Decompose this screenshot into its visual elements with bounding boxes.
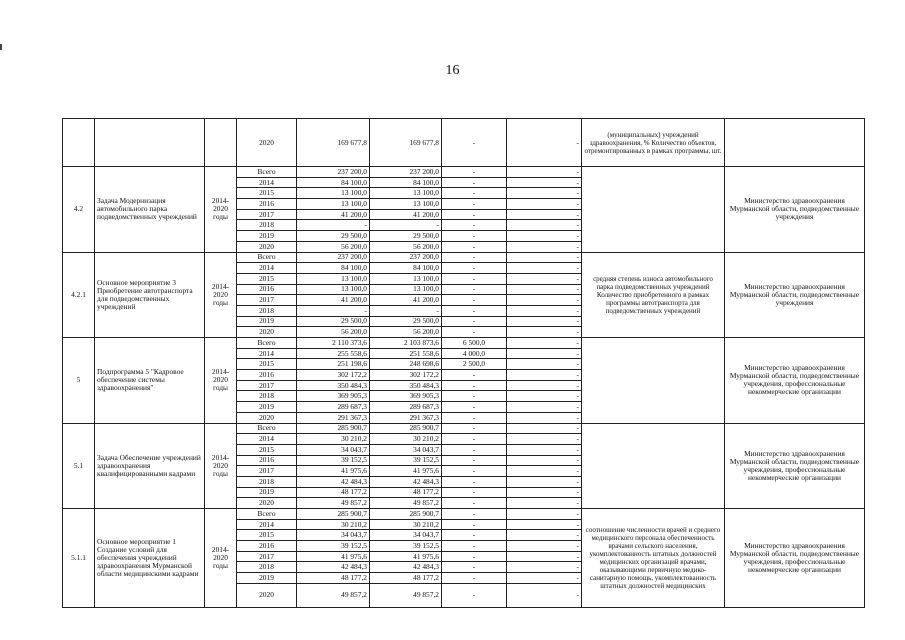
- total-cell: 39 152,5: [297, 455, 370, 466]
- regional-cell: 41 975,6: [370, 551, 442, 562]
- total-cell: 42 484,3: [297, 476, 370, 487]
- name-cell: [95, 119, 205, 167]
- regional-cell: 48 177,2: [370, 487, 442, 498]
- total-cell: 291 367,3: [297, 412, 370, 423]
- regional-cell: 34 043,7: [370, 444, 442, 455]
- regional-cell: 291 367,3: [370, 412, 442, 423]
- period-cell: [205, 119, 237, 167]
- other-cell: -: [507, 476, 582, 487]
- total-cell: 41 975,6: [297, 466, 370, 477]
- name-cell: Подпрограмма 5 "Кадровое обеспечение системы здравоохранения": [95, 338, 205, 424]
- other-cell: -: [507, 498, 582, 509]
- regional-cell: 302 172,2: [370, 370, 442, 381]
- total-cell: 29 500,0: [297, 231, 370, 242]
- total-cell: 42 484,3: [297, 562, 370, 573]
- other-cell: -: [507, 530, 582, 541]
- year-cell: 2020: [237, 241, 297, 252]
- other-cell: -: [507, 487, 582, 498]
- regional-cell: 30 210,2: [370, 434, 442, 445]
- period-cell: 2014-2020 годы: [205, 423, 237, 509]
- period-cell: 2014-2020 годы: [205, 338, 237, 424]
- year-cell: 2017: [237, 466, 297, 477]
- regional-cell: -: [370, 305, 442, 316]
- year-cell: 2015: [237, 359, 297, 370]
- regional-cell: 41 975,6: [370, 466, 442, 477]
- other-cell: -: [507, 209, 582, 220]
- other-cell: -: [507, 423, 582, 434]
- table-row: [63, 119, 865, 167]
- federal-cell: -: [442, 327, 507, 338]
- year-cell: 2015: [237, 444, 297, 455]
- other-cell: -: [507, 412, 582, 423]
- federal-cell: -: [442, 252, 507, 263]
- number-cell: 4.2.1: [63, 252, 95, 338]
- other-cell: -: [507, 273, 582, 284]
- federal-cell: -: [442, 519, 507, 530]
- federal-cell: -: [442, 273, 507, 284]
- total-cell: 251 198,6: [297, 359, 370, 370]
- regional-cell: 42 484,3: [370, 562, 442, 573]
- regional-cell: 39 152,5: [370, 455, 442, 466]
- number-cell: 5: [63, 338, 95, 424]
- table-row: [63, 167, 865, 178]
- federal-cell: 4 000,0: [442, 348, 507, 359]
- other-cell: -: [507, 434, 582, 445]
- other-cell: -: [507, 455, 582, 466]
- regional-cell: 13 100,0: [370, 284, 442, 295]
- federal-cell: -: [442, 209, 507, 220]
- other-cell: -: [507, 359, 582, 370]
- total-cell: -: [297, 220, 370, 231]
- year-cell: 2019: [237, 402, 297, 413]
- regional-cell: 2 103 873,6: [370, 338, 442, 349]
- regional-cell: 289 687,3: [370, 402, 442, 413]
- total-cell: 48 177,2: [297, 573, 370, 584]
- total-cell: 2 110 373,6: [297, 338, 370, 349]
- total-cell: 285 900,7: [297, 423, 370, 434]
- total-cell: 30 210,2: [297, 519, 370, 530]
- year-cell: 2016: [237, 541, 297, 552]
- year-cell: 2018: [237, 305, 297, 316]
- federal-cell: -: [442, 423, 507, 434]
- other-cell: -: [507, 177, 582, 188]
- year-cell: 2018: [237, 220, 297, 231]
- executor-cell: Министерство здравоохранения Мурманской области, подведомственные учреждения, профессиональные некоммерческие организации: [725, 423, 865, 509]
- name-cell: Основное мероприятие 1 Создание условий для обеспечения учреждений здравоохранения Мурманской области медицинскими кадрами: [95, 509, 205, 608]
- federal-cell: -: [442, 284, 507, 295]
- federal-cell: -: [442, 466, 507, 477]
- indicator-cell: [582, 423, 725, 509]
- other-cell: -: [507, 380, 582, 391]
- indicator-cell: соотношение численности врачей и среднего медицинского персонала обеспеченность врачами сельского населения, укомплектованность штатных должностей медицинских организаций врачами, оказывающими первичную медико-санитарную помощь, укомплектованность штатных должностей медицинских: [582, 509, 725, 608]
- executor-cell: Министерство здравоохранения Мурманской области, подведомственные учреждения, профессиональные некоммерческие организации: [725, 509, 865, 608]
- federal-cell: 2 500,0: [442, 359, 507, 370]
- year-cell: Всего: [237, 423, 297, 434]
- year-cell: 2014: [237, 177, 297, 188]
- total-cell: 13 100,0: [297, 284, 370, 295]
- name-cell: Основное мероприятие 3 Приобретение автотранспорта для подведомственных учреждений: [95, 252, 205, 338]
- total-cell: 56 200,0: [297, 327, 370, 338]
- total-cell: 13 100,0: [297, 188, 370, 199]
- executor-cell: Министерство здравоохранения Мурманской области, подведомственные учреждения: [725, 252, 865, 338]
- indicator-cell: (муниципальных) учреждений здравоохранения, % Количество объектов, отремонтированных в рамках программы, шт.: [582, 119, 725, 167]
- total-cell: 237 200,0: [297, 167, 370, 178]
- indicator-cell: [582, 338, 725, 424]
- other-cell: -: [507, 167, 582, 178]
- other-cell: -: [507, 295, 582, 306]
- federal-cell: -: [442, 551, 507, 562]
- other-cell: -: [507, 252, 582, 263]
- regional-cell: 56 200,0: [370, 241, 442, 252]
- other-cell: -: [507, 316, 582, 327]
- other-cell: -: [507, 583, 582, 607]
- program-table: [62, 118, 865, 608]
- regional-cell: 41 200,0: [370, 209, 442, 220]
- year-cell: 2020: [237, 412, 297, 423]
- year-cell: 2019: [237, 573, 297, 584]
- regional-cell: 49 857,2: [370, 583, 442, 607]
- total-cell: 84 100,0: [297, 263, 370, 274]
- federal-cell: -: [442, 316, 507, 327]
- table-row: [63, 423, 865, 434]
- total-cell: 237 200,0: [297, 252, 370, 263]
- year-cell: 2018: [237, 562, 297, 573]
- other-cell: -: [507, 231, 582, 242]
- regional-cell: 248 698,6: [370, 359, 442, 370]
- total-cell: 302 172,2: [297, 370, 370, 381]
- total-cell: 84 100,0: [297, 177, 370, 188]
- federal-cell: -: [442, 167, 507, 178]
- regional-cell: 84 100,0: [370, 177, 442, 188]
- other-cell: -: [507, 348, 582, 359]
- other-cell: -: [507, 241, 582, 252]
- year-cell: Всего: [237, 252, 297, 263]
- table-row: [63, 252, 865, 263]
- total-cell: 41 975,6: [297, 551, 370, 562]
- regional-cell: 29 500,0: [370, 231, 442, 242]
- federal-cell: -: [442, 541, 507, 552]
- federal-cell: -: [442, 412, 507, 423]
- year-cell: 2018: [237, 476, 297, 487]
- other-cell: -: [507, 327, 582, 338]
- year-cell: 2014: [237, 434, 297, 445]
- federal-cell: -: [442, 583, 507, 607]
- name-cell: Задача Модернизация автомобильного парка подведомственных учреждений: [95, 167, 205, 253]
- total-cell: 41 200,0: [297, 295, 370, 306]
- other-cell: -: [507, 188, 582, 199]
- total-cell: 41 200,0: [297, 209, 370, 220]
- regional-cell: 29 500,0: [370, 316, 442, 327]
- regional-cell: 42 484,3: [370, 476, 442, 487]
- federal-cell: -: [442, 199, 507, 210]
- regional-cell: 237 200,0: [370, 167, 442, 178]
- regional-cell: 285 900,7: [370, 509, 442, 520]
- total-cell: 29 500,0: [297, 316, 370, 327]
- federal-cell: -: [442, 434, 507, 445]
- year-cell: 2020: [237, 583, 297, 607]
- other-cell: -: [507, 284, 582, 295]
- regional-cell: 13 100,0: [370, 273, 442, 284]
- year-cell: 2017: [237, 380, 297, 391]
- other-cell: -: [507, 509, 582, 520]
- other-cell: -: [507, 263, 582, 274]
- federal-cell: -: [442, 188, 507, 199]
- federal-cell: -: [442, 562, 507, 573]
- total-cell: 289 687,3: [297, 402, 370, 413]
- other-cell: -: [507, 562, 582, 573]
- table-row: [63, 338, 865, 349]
- number-cell: 5.1: [63, 423, 95, 509]
- other-cell: -: [507, 519, 582, 530]
- total-cell: 369 905,3: [297, 391, 370, 402]
- regional-cell: 13 100,0: [370, 199, 442, 210]
- period-cell: 2014-2020 годы: [205, 509, 237, 608]
- other-cell: -: [507, 391, 582, 402]
- federal-cell: -: [442, 509, 507, 520]
- executor-cell: Министерство здравоохранения Мурманской области, подведомственные учреждения: [725, 167, 865, 253]
- total-cell: 285 900,7: [297, 509, 370, 520]
- regional-cell: 84 100,0: [370, 263, 442, 274]
- other-cell: -: [507, 551, 582, 562]
- total-cell: 169 677,8: [297, 119, 370, 167]
- year-cell: 2015: [237, 530, 297, 541]
- year-cell: 2020: [237, 498, 297, 509]
- federal-cell: -: [442, 402, 507, 413]
- number-cell: 4.2: [63, 167, 95, 253]
- indicator-cell: [582, 167, 725, 253]
- number-cell: [63, 119, 95, 167]
- federal-cell: -: [442, 380, 507, 391]
- regional-cell: 30 210,2: [370, 519, 442, 530]
- other-cell: -: [507, 466, 582, 477]
- year-cell: 2014: [237, 519, 297, 530]
- federal-cell: -: [442, 263, 507, 274]
- regional-cell: 41 200,0: [370, 295, 442, 306]
- federal-cell: -: [442, 370, 507, 381]
- year-cell: 2014: [237, 348, 297, 359]
- other-cell: -: [507, 199, 582, 210]
- federal-cell: -: [442, 530, 507, 541]
- total-cell: 39 152,5: [297, 541, 370, 552]
- regional-cell: 56 200,0: [370, 327, 442, 338]
- total-cell: -: [297, 305, 370, 316]
- other-cell: -: [507, 573, 582, 584]
- federal-cell: -: [442, 476, 507, 487]
- regional-cell: -: [370, 220, 442, 231]
- year-cell: 2017: [237, 295, 297, 306]
- year-cell: 2019: [237, 316, 297, 327]
- year-cell: 2016: [237, 284, 297, 295]
- other-cell: -: [507, 338, 582, 349]
- total-cell: 48 177,2: [297, 487, 370, 498]
- federal-cell: -: [442, 241, 507, 252]
- total-cell: 13 100,0: [297, 273, 370, 284]
- federal-cell: 6 500,0: [442, 338, 507, 349]
- federal-cell: -: [442, 231, 507, 242]
- year-cell: Всего: [237, 167, 297, 178]
- regional-cell: 48 177,2: [370, 573, 442, 584]
- other-cell: -: [507, 370, 582, 381]
- federal-cell: -: [442, 295, 507, 306]
- federal-cell: -: [442, 487, 507, 498]
- year-cell: 2016: [237, 370, 297, 381]
- margin-tick: [0, 44, 2, 50]
- table-row: [63, 509, 865, 520]
- year-cell: 2015: [237, 188, 297, 199]
- other-cell: -: [507, 220, 582, 231]
- total-cell: 30 210,2: [297, 434, 370, 445]
- total-cell: 255 558,6: [297, 348, 370, 359]
- regional-cell: 34 043,7: [370, 530, 442, 541]
- year-cell: Всего: [237, 338, 297, 349]
- year-cell: 2017: [237, 551, 297, 562]
- period-cell: 2014-2020 годы: [205, 252, 237, 338]
- other-cell: -: [507, 119, 582, 167]
- name-cell: Задача Обеспечение учреждений здравоохранения квалифицированными кадрами: [95, 423, 205, 509]
- year-cell: Всего: [237, 509, 297, 520]
- year-cell: 2014: [237, 263, 297, 274]
- federal-cell: -: [442, 573, 507, 584]
- total-cell: 34 043,7: [297, 530, 370, 541]
- federal-cell: -: [442, 119, 507, 167]
- federal-cell: -: [442, 455, 507, 466]
- year-cell: 2020: [237, 119, 297, 167]
- total-cell: 350 484,3: [297, 380, 370, 391]
- indicator-cell: средняя степень износа автомобильного парка подведомственных учреждений Количество приобретенного в рамках программы автотранспорта для подведомственных учреждений: [582, 252, 725, 338]
- regional-cell: 350 484,3: [370, 380, 442, 391]
- regional-cell: 39 152,5: [370, 541, 442, 552]
- other-cell: -: [507, 444, 582, 455]
- year-cell: 2019: [237, 231, 297, 242]
- year-cell: 2016: [237, 199, 297, 210]
- year-cell: 2017: [237, 209, 297, 220]
- total-cell: 34 043,7: [297, 444, 370, 455]
- federal-cell: -: [442, 220, 507, 231]
- federal-cell: -: [442, 177, 507, 188]
- total-cell: 49 857,2: [297, 498, 370, 509]
- regional-cell: 285 900,7: [370, 423, 442, 434]
- federal-cell: -: [442, 391, 507, 402]
- regional-cell: 237 200,0: [370, 252, 442, 263]
- executor-cell: [725, 119, 865, 167]
- federal-cell: -: [442, 498, 507, 509]
- total-cell: 13 100,0: [297, 199, 370, 210]
- regional-cell: 169 677,8: [370, 119, 442, 167]
- federal-cell: -: [442, 444, 507, 455]
- regional-cell: 49 857,2: [370, 498, 442, 509]
- page-number: 16: [445, 63, 460, 78]
- year-cell: 2015: [237, 273, 297, 284]
- year-cell: 2020: [237, 327, 297, 338]
- total-cell: 49 857,2: [297, 583, 370, 607]
- executor-cell: Министерство здравоохранения Мурманской области, подведомственные учреждения, профессиональные некоммерческие организации: [725, 338, 865, 424]
- total-cell: 56 200,0: [297, 241, 370, 252]
- year-cell: 2019: [237, 487, 297, 498]
- regional-cell: 251 558,6: [370, 348, 442, 359]
- federal-cell: -: [442, 305, 507, 316]
- other-cell: -: [507, 541, 582, 552]
- year-cell: 2016: [237, 455, 297, 466]
- regional-cell: 13 100,0: [370, 188, 442, 199]
- period-cell: 2014-2020 годы: [205, 167, 237, 253]
- other-cell: -: [507, 305, 582, 316]
- year-cell: 2018: [237, 391, 297, 402]
- number-cell: 5.1.1: [63, 509, 95, 608]
- regional-cell: 369 905,3: [370, 391, 442, 402]
- other-cell: -: [507, 402, 582, 413]
